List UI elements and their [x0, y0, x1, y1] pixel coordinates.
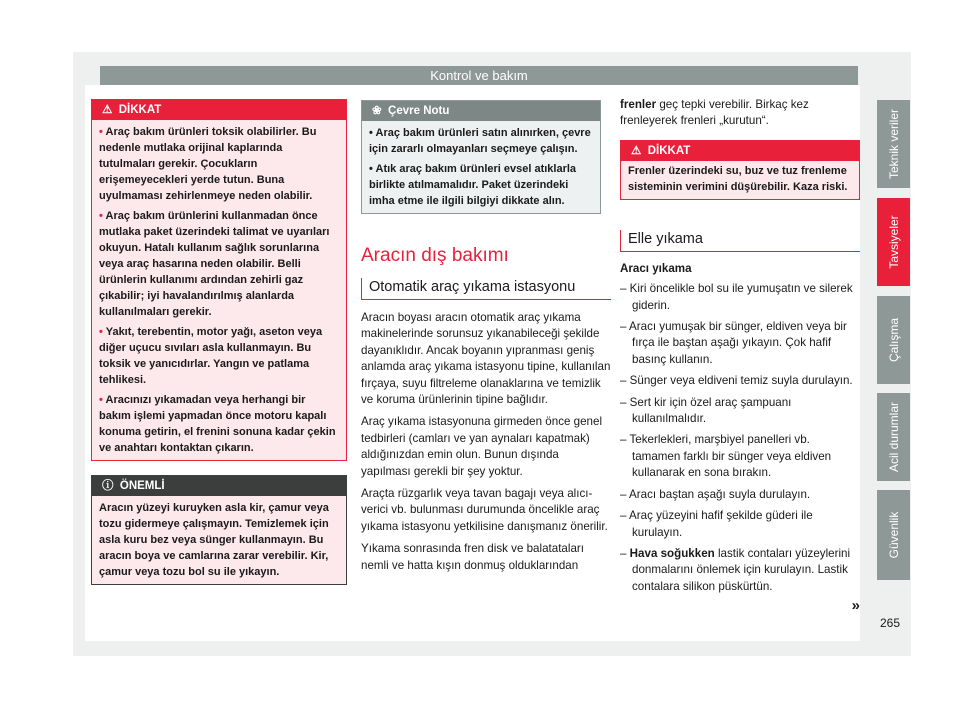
- info-circle-icon: ⓘ: [102, 480, 114, 492]
- step: – Hava soğukken lastik contaları yüzeylerini donmalarını önlemek için kurulayın. Lastik contalara silikon püskürtün.: [620, 546, 851, 593]
- column-right: [620, 97, 860, 614]
- warning-item: • Araç bakım ürünleri toksik olabilirler. Bu nedenle mutlaka orijinal kaplarında tutulmaları gerekir. Çocukların erişemeyecekleri yerde tutun. Buna uyulmaması zehirlenmeye neden olabilir.: [99, 126, 317, 202]
- continued-text: frenler geç tepki verebilir. Birkaç kez frenleyerek frenleri „kurutun“.: [620, 98, 809, 128]
- environment-note-box: [361, 100, 601, 214]
- section-heading: Aracın dış bakımı: [361, 245, 509, 266]
- column-middle: [361, 100, 611, 580]
- important-header: [92, 476, 346, 496]
- page-number: 265: [880, 616, 901, 630]
- important-text: Aracın yüzeyi kuruyken asla kir, çamur veya tozu gidermeye çalışmayın. Temizlemek için asla kuru bez veya sünger kullanmayın. Bu aracın boya ve camlarına zarar verebilir. Kir, çamur veya tozu bol su ile yıkayın.: [99, 502, 329, 578]
- warning-item: • Yakıt, terebentin, motor yağı, aseton veya diğer uçucu sıvıları asla kullanmayın. Bu toksik ve yanıcıdırlar. Yangın ve patlama tehlikesi.: [99, 326, 323, 386]
- warning-title: DİKKAT: [647, 144, 691, 157]
- warning-header: [621, 141, 859, 161]
- paragraph: Yıkama sonrasında fren disk ve balatataları nemli ve hatta kışın donmuş olduklarından: [361, 542, 584, 572]
- warning-item: • Aracınızı yıkamadan veya herhangi bir bakım işlemi yapmadan önce motoru kapalı konuma getirin, el frenini sonuna kadar çekin ve anahtarı kontaktan çıkarın.: [99, 394, 336, 454]
- step: – Tekerlekleri, marşbiyel panelleri vb. tamamen farklı bir sünger veya eldiven kullanarak en sona bırakın.: [620, 433, 832, 480]
- step: – Sünger veya eldiveni temiz suyla durulayın.: [620, 374, 853, 388]
- step: – Aracı yumuşak bir sünger, eldiven veya bir fırça ile baştan aşağı yıkayın. Çok hafif basınç kullanın.: [620, 320, 847, 366]
- tab-acil-durumlar[interactable]: Acil durumlar: [877, 393, 910, 481]
- step: – Kiri öncelikle bol su ile yumuşatın ve silerek giderin.: [620, 282, 853, 312]
- warning-header: [92, 100, 346, 120]
- environment-note-header: [362, 101, 600, 121]
- subsection-heading: Otomatik araç yıkama istasyonu: [361, 278, 611, 300]
- warning-box: [91, 99, 347, 461]
- step: – Sert kir için özel araç şampuanı kullanılmalıdır.: [620, 395, 792, 426]
- step: – Aracı baştan aşağı suyla durulayın.: [620, 487, 811, 501]
- warning-triangle-icon: ⚠: [102, 104, 113, 116]
- tab-calisma[interactable]: Çalışma: [877, 296, 910, 384]
- manual-wash-steps: [620, 261, 860, 600]
- env-note-item: • Atık araç bakım ürünleri evsel atıklarla birlikte atılmamalıdır. Paket üzerindeki imha etme ile ilgili bilgiyi dikkate alın.: [369, 163, 577, 207]
- chapter-header: Kontrol ve bakım: [100, 66, 858, 85]
- paragraph: Araç yıkama istasyonuna girmeden önce genel tedbirleri (camları ve yan aynaları kapatmak) aldığınızdan emin olun. Bunun dışında yapılması gerekli bir şey yoktur.: [361, 415, 603, 478]
- step: – Araç yüzeyini hafif şekilde güderi ile kurulayın.: [620, 509, 813, 539]
- environment-note-title: Çevre Notu: [388, 105, 450, 117]
- important-title: ÖNEMLİ: [119, 480, 165, 492]
- column-left: [91, 99, 347, 585]
- warning-item: • Araç bakım ürünlerini kullanmadan önce mutlaka paket üzerindeki talimat ve uyarıları okuyun. Hatalı kullanım sağlık sorunlarına veya araç hasarına neden olabilir. Belli ürünlerin kullanımı ardından zehirli gaz çıkabilir; iyi havalandırılmış alanlarda kullanılmaları gerekir.: [99, 210, 330, 318]
- tab-tavsiyeler[interactable]: Tavsiyeler: [877, 198, 910, 286]
- brake-warning-box: [620, 140, 860, 200]
- paragraph: Aracın boyası aracın otomatik araç yıkama makinelerinde sorunsuz yıkanabileceği şekilde dayanıklıdır. Ancak boyanın yıpranması geniş anlamda araç yıkama istasyonu tipine, kullanılan fırçaya, suyu filtreleme olanaklarına ve temizlik ve koruma ürünlerinin tipine bağlıdır.: [361, 311, 611, 407]
- warning-triangle-icon: ⚠: [631, 144, 642, 157]
- body-text: [361, 310, 611, 580]
- warning-text: Frenler üzerindeki su, buz ve tuz frenleme sisteminin verimini düşürebilir. Kaza riski.: [628, 164, 848, 193]
- subsection-heading: Elle yıkama: [620, 230, 860, 252]
- steps-title: Aracı yıkama: [620, 261, 692, 275]
- warning-title: DİKKAT: [118, 104, 162, 116]
- tab-teknik-veriler[interactable]: Teknik veriler: [877, 100, 910, 188]
- env-note-item: • Araç bakım ürünleri satın alınırken, çevre için zararlı olmayanları seçmeye çalışın.: [369, 127, 591, 155]
- important-box: [91, 475, 347, 585]
- flower-icon: ❀: [372, 105, 382, 117]
- paragraph: Araçta rüzgarlık veya tavan bagajı veya alıcı-verici vb. bulunması durumunda öncelikle araç yıkama istasyonu yetkilisine danışmanız önerilir.: [361, 487, 608, 533]
- continue-icon: »: [851, 597, 860, 615]
- tab-guvenlik[interactable]: Güvenlik: [877, 490, 910, 580]
